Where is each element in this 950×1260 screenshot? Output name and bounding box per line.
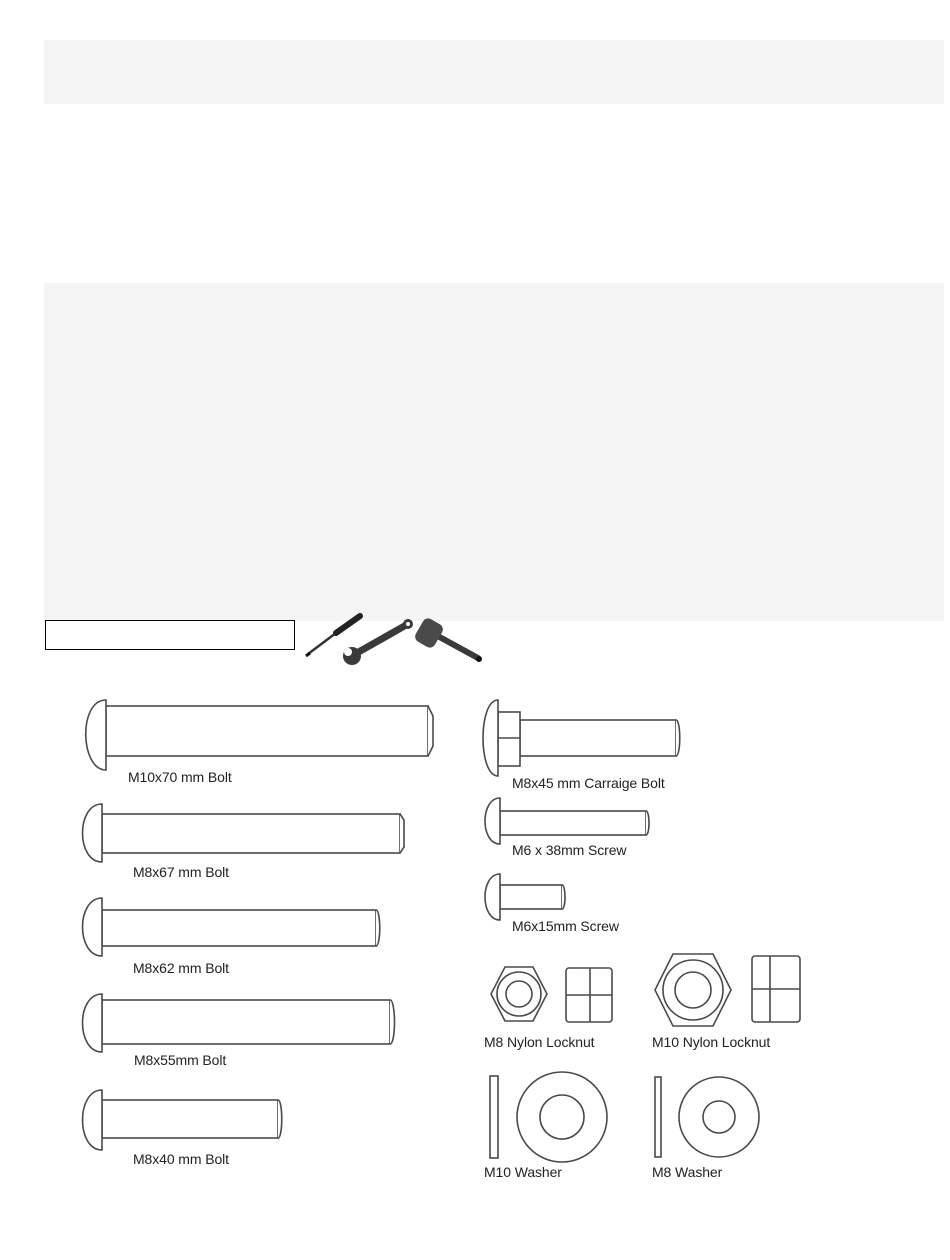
bolt-m8x55-drawing (83, 994, 395, 1052)
locknut-m8-label: M8 Nylon Locknut (484, 1034, 595, 1050)
bolt-m8x55-label: M8x55mm Bolt (134, 1052, 227, 1068)
carriage-bolt-label: M8x45 mm Carraige Bolt (512, 775, 665, 791)
screw-m6x38-label: M6 x 38mm Screw (512, 842, 627, 858)
washer-m10-label: M10 Washer (484, 1164, 562, 1180)
bolt-m8x67-label: M8x67 mm Bolt (133, 864, 229, 880)
screw-m6x15-label: M6x15mm Screw (512, 918, 619, 934)
washer-m8-drawing (655, 1077, 759, 1157)
bolt-m8x40-label: M8x40 mm Bolt (133, 1151, 229, 1167)
bolt-m10x70-label: M10x70 mm Bolt (128, 769, 232, 785)
bolt-m8x62-label: M8x62 mm Bolt (133, 960, 229, 976)
locknut-m10-label: M10 Nylon Locknut (652, 1034, 771, 1050)
bolt-m10x70-drawing (86, 700, 433, 770)
bolt-m8x67-drawing (83, 804, 405, 862)
washer-m10-drawing (490, 1072, 607, 1162)
bolt-m8x62-drawing (83, 898, 380, 956)
carriage-bolt-drawing (483, 700, 680, 776)
screw-m6x38-drawing (485, 798, 649, 844)
locknut-m8-drawing (491, 967, 612, 1022)
bolt-m8x40-drawing (83, 1090, 282, 1150)
locknut-m10-drawing (655, 954, 800, 1026)
screw-m6x15-drawing (485, 874, 565, 920)
washer-m8-label: M8 Washer (652, 1164, 723, 1180)
